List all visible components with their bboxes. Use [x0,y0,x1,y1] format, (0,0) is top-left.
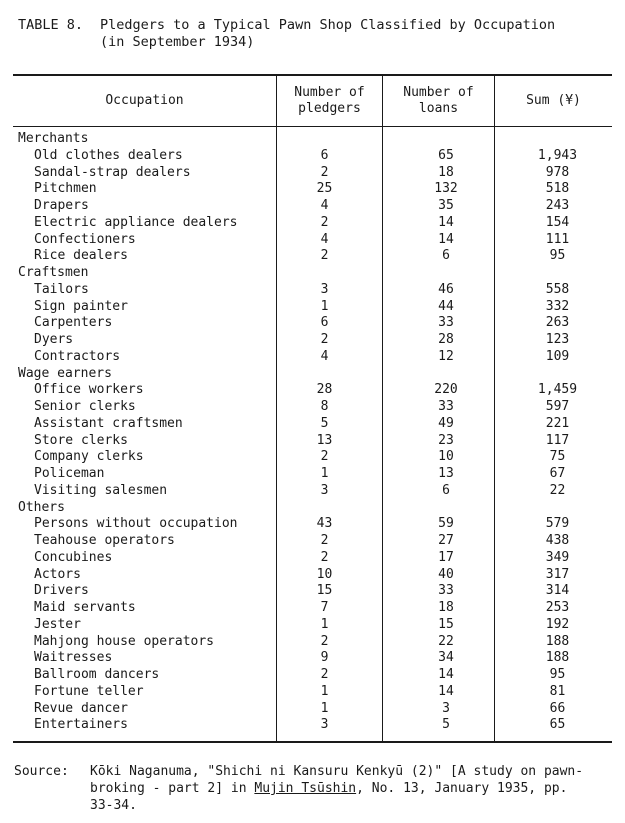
table-row [0,667,625,684]
table-subtitle: (in September 1934) [100,34,255,50]
category-row [0,500,625,517]
loans-cell: 18 [438,164,454,180]
sum-cell: 67 [549,466,566,481]
occupation-cell: Drapers [34,198,89,213]
pledgers-cell: 1 [320,683,329,699]
sum-cell: 123 [545,332,570,347]
table-row [0,684,625,701]
loans-cell: 14 [438,231,454,247]
table-row [0,600,625,617]
occupation-cell: Electric appliance dealers [34,214,238,230]
loans-cell: 49 [438,415,454,431]
sum-cell: 978 [545,164,570,180]
pledgers-cell: 3 [320,482,329,498]
table-row [0,148,625,165]
table-row [0,382,625,399]
table-row [0,165,625,182]
table-row [0,701,625,718]
occupation-cell: Sign painter [34,298,128,314]
source-label: Source: [14,764,69,779]
sum-cell: 1,943 [537,147,578,163]
pledgers-cell: 2 [320,248,329,264]
occupation-cell: Drivers [34,583,89,599]
header-loans: Number of loans [403,85,474,116]
loans-cell: 6 [442,248,450,264]
sum-cell: 111 [545,231,570,247]
loans-cell: 13 [438,466,454,481]
pledgers-cell: 1 [320,616,329,632]
table-row [0,248,625,265]
pledgers-cell: 1 [320,700,329,716]
loans-cell: 27 [438,533,454,548]
occupation-cell: Carpenters [34,315,113,331]
loans-cell: 3 [442,700,450,716]
loans-cell: 28 [438,332,454,347]
loans-cell: 10 [438,449,454,465]
occupation-cell: Dyers [34,332,74,347]
occupation-cell: Contractors [34,348,121,364]
sum-cell: 317 [545,566,570,582]
sum-cell: 192 [545,616,570,632]
table-row [0,215,625,232]
pledgers-cell: 3 [320,281,329,297]
table-row [0,181,625,198]
pledgers-cell: 25 [316,181,333,197]
table-row [0,617,625,634]
pledgers-cell: 10 [316,566,333,582]
sum-cell: 263 [545,315,570,331]
sum-cell: 66 [549,700,566,716]
table-row [0,299,625,316]
table-row [0,349,625,366]
pledgers-cell: 2 [320,667,329,682]
table-bottom-rule [13,741,612,743]
loans-cell: 33 [438,399,454,414]
table-row [0,315,625,332]
sum-cell: 65 [549,717,566,733]
occupation-cell: Senior clerks [34,399,136,414]
pledgers-cell: 2 [320,449,329,465]
occupation-cell: Sandal-strap dealers [34,164,191,180]
pledgers-cell: 3 [320,717,329,733]
occupation-cell: Entertainers [34,717,128,733]
pledgers-cell: 1 [320,466,329,481]
table-row [0,232,625,249]
loans-cell: 40 [438,566,454,582]
category-label: Craftsmen [18,265,89,280]
pledgers-cell: 4 [320,348,329,364]
loans-cell: 23 [438,432,454,448]
occupation-cell: Concubines [34,549,113,565]
table-body [0,131,625,734]
sum-cell: 75 [549,449,566,465]
table-row [0,416,625,433]
pledgers-cell: 4 [320,198,329,213]
occupation-cell: Old clothes dealers [34,147,183,163]
table-row [0,634,625,651]
pledgers-cell: 2 [320,533,329,548]
loans-cell: 14 [438,667,454,682]
sum-cell: 579 [545,516,570,532]
table-row [0,583,625,600]
category-row [0,366,625,383]
occupation-cell: Company clerks [34,449,144,465]
loans-cell: 14 [438,683,454,699]
loans-cell: 65 [438,147,454,163]
pledgers-cell: 28 [316,382,333,398]
table-row [0,533,625,550]
table-header-rule [13,126,612,127]
sum-cell: 1,459 [537,382,578,398]
table-row [0,717,625,734]
table-row [0,650,625,667]
loans-cell: 15 [438,616,454,632]
occupation-cell: Rice dealers [34,248,128,264]
table-row [0,198,625,215]
loans-cell: 46 [438,281,454,297]
occupation-cell: Visiting salesmen [34,482,168,498]
header-occupation: Occupation [105,93,184,108]
occupation-cell: Office workers [34,382,144,398]
table-row [0,466,625,483]
category-row [0,131,625,148]
sum-cell: 332 [545,298,570,314]
occupation-cell: Maid servants [34,600,136,615]
pledgers-cell: 2 [320,214,329,230]
occupation-cell: Waitresses [34,650,113,666]
pledgers-cell: 8 [320,399,329,414]
loans-cell: 59 [438,516,454,532]
table-row [0,433,625,450]
table-row [0,567,625,584]
sum-cell: 558 [545,281,570,297]
sum-cell: 22 [549,482,566,498]
pledgers-cell: 2 [320,332,329,347]
sum-cell: 597 [545,399,570,414]
table-title-block [18,17,608,51]
sum-cell: 221 [545,415,570,431]
pledgers-cell: 15 [316,583,333,599]
sum-cell: 117 [545,432,570,448]
pledgers-cell: 1 [320,298,329,314]
sum-cell: 95 [549,667,566,682]
category-label: Wage earners [18,365,112,381]
table-row [0,516,625,533]
loans-cell: 220 [434,382,458,398]
table-row [0,449,625,466]
pledgers-cell: 6 [320,147,329,163]
sum-cell: 349 [545,549,570,565]
loans-cell: 14 [438,214,454,230]
loans-cell: 33 [438,583,454,599]
category-row [0,265,625,282]
loans-cell: 17 [438,549,454,565]
source-note [14,763,614,814]
pledgers-cell: 2 [320,164,329,180]
pledgers-cell: 5 [320,415,329,431]
category-label: Others [18,499,65,515]
sum-cell: 243 [545,198,570,213]
occupation-cell: Ballroom dancers [34,667,160,682]
sum-cell: 188 [545,633,570,649]
loans-cell: 44 [438,298,454,314]
pledgers-cell: 9 [320,650,329,666]
occupation-cell: Teahouse operators [34,533,175,548]
occupation-cell: Policeman [34,466,105,481]
pledgers-cell: 2 [320,633,329,649]
table-row [0,483,625,500]
table-title: Pledgers to a Typical Pawn Shop Classified by Occupation [100,17,556,33]
occupation-cell: Confectioners [34,231,136,247]
occupation-cell: Persons without occupation [34,516,238,532]
sum-cell: 95 [549,248,566,264]
sum-cell: 518 [545,181,570,197]
sum-cell: 188 [545,650,570,666]
table-row [0,332,625,349]
loans-cell: 22 [438,633,454,649]
journal-title: Mujin Tsūshin [254,781,357,796]
table-label: TABLE 8. [18,17,84,33]
occupation-cell: Store clerks [34,432,128,448]
table-row [0,550,625,567]
occupation-cell: Tailors [34,281,89,297]
occupation-cell: Assistant craftsmen [34,415,183,431]
pledgers-cell: 43 [316,516,333,532]
table-row [0,282,625,299]
loans-cell: 132 [434,181,458,197]
occupation-cell: Actors [34,566,81,582]
sum-cell: 109 [545,348,570,364]
sum-cell: 253 [545,600,570,615]
loans-cell: 34 [438,650,454,666]
loans-cell: 5 [442,717,450,733]
sum-cell: 154 [545,214,570,230]
occupation-cell: Mahjong house operators [34,633,215,649]
header-sum: Sum (¥) [526,93,581,108]
loans-cell: 12 [438,348,454,364]
sum-cell: 81 [549,683,566,699]
pledgers-cell: 6 [320,315,329,331]
occupation-cell: Jester [34,616,81,632]
loans-cell: 35 [438,198,454,213]
source-line-3: 33-34. [90,798,137,813]
occupation-cell: Revue dancer [34,700,128,716]
pledgers-cell: 2 [320,549,329,565]
occupation-cell: Pitchmen [34,181,97,197]
pledgers-cell: 7 [320,600,329,615]
source-line-1: Kōki Naganuma, "Shichi ni Kansuru Kenkyū (2)" [A study on pawn- [90,764,584,779]
occupation-cell: Fortune teller [34,683,144,699]
loans-cell: 18 [438,600,454,615]
category-label: Merchants [18,131,89,146]
loans-cell: 33 [438,315,454,331]
source-line-2: broking - part 2] in Mujin Tsūshin, No. 13, January 1935, pp. [90,781,568,796]
pledgers-cell: 13 [316,432,333,448]
loans-cell: 6 [442,482,450,498]
table-row [0,399,625,416]
sum-cell: 438 [545,533,570,548]
header-pledgers: Number of pledgers [294,85,365,116]
sum-cell: 314 [545,583,570,599]
pledgers-cell: 4 [320,231,329,247]
